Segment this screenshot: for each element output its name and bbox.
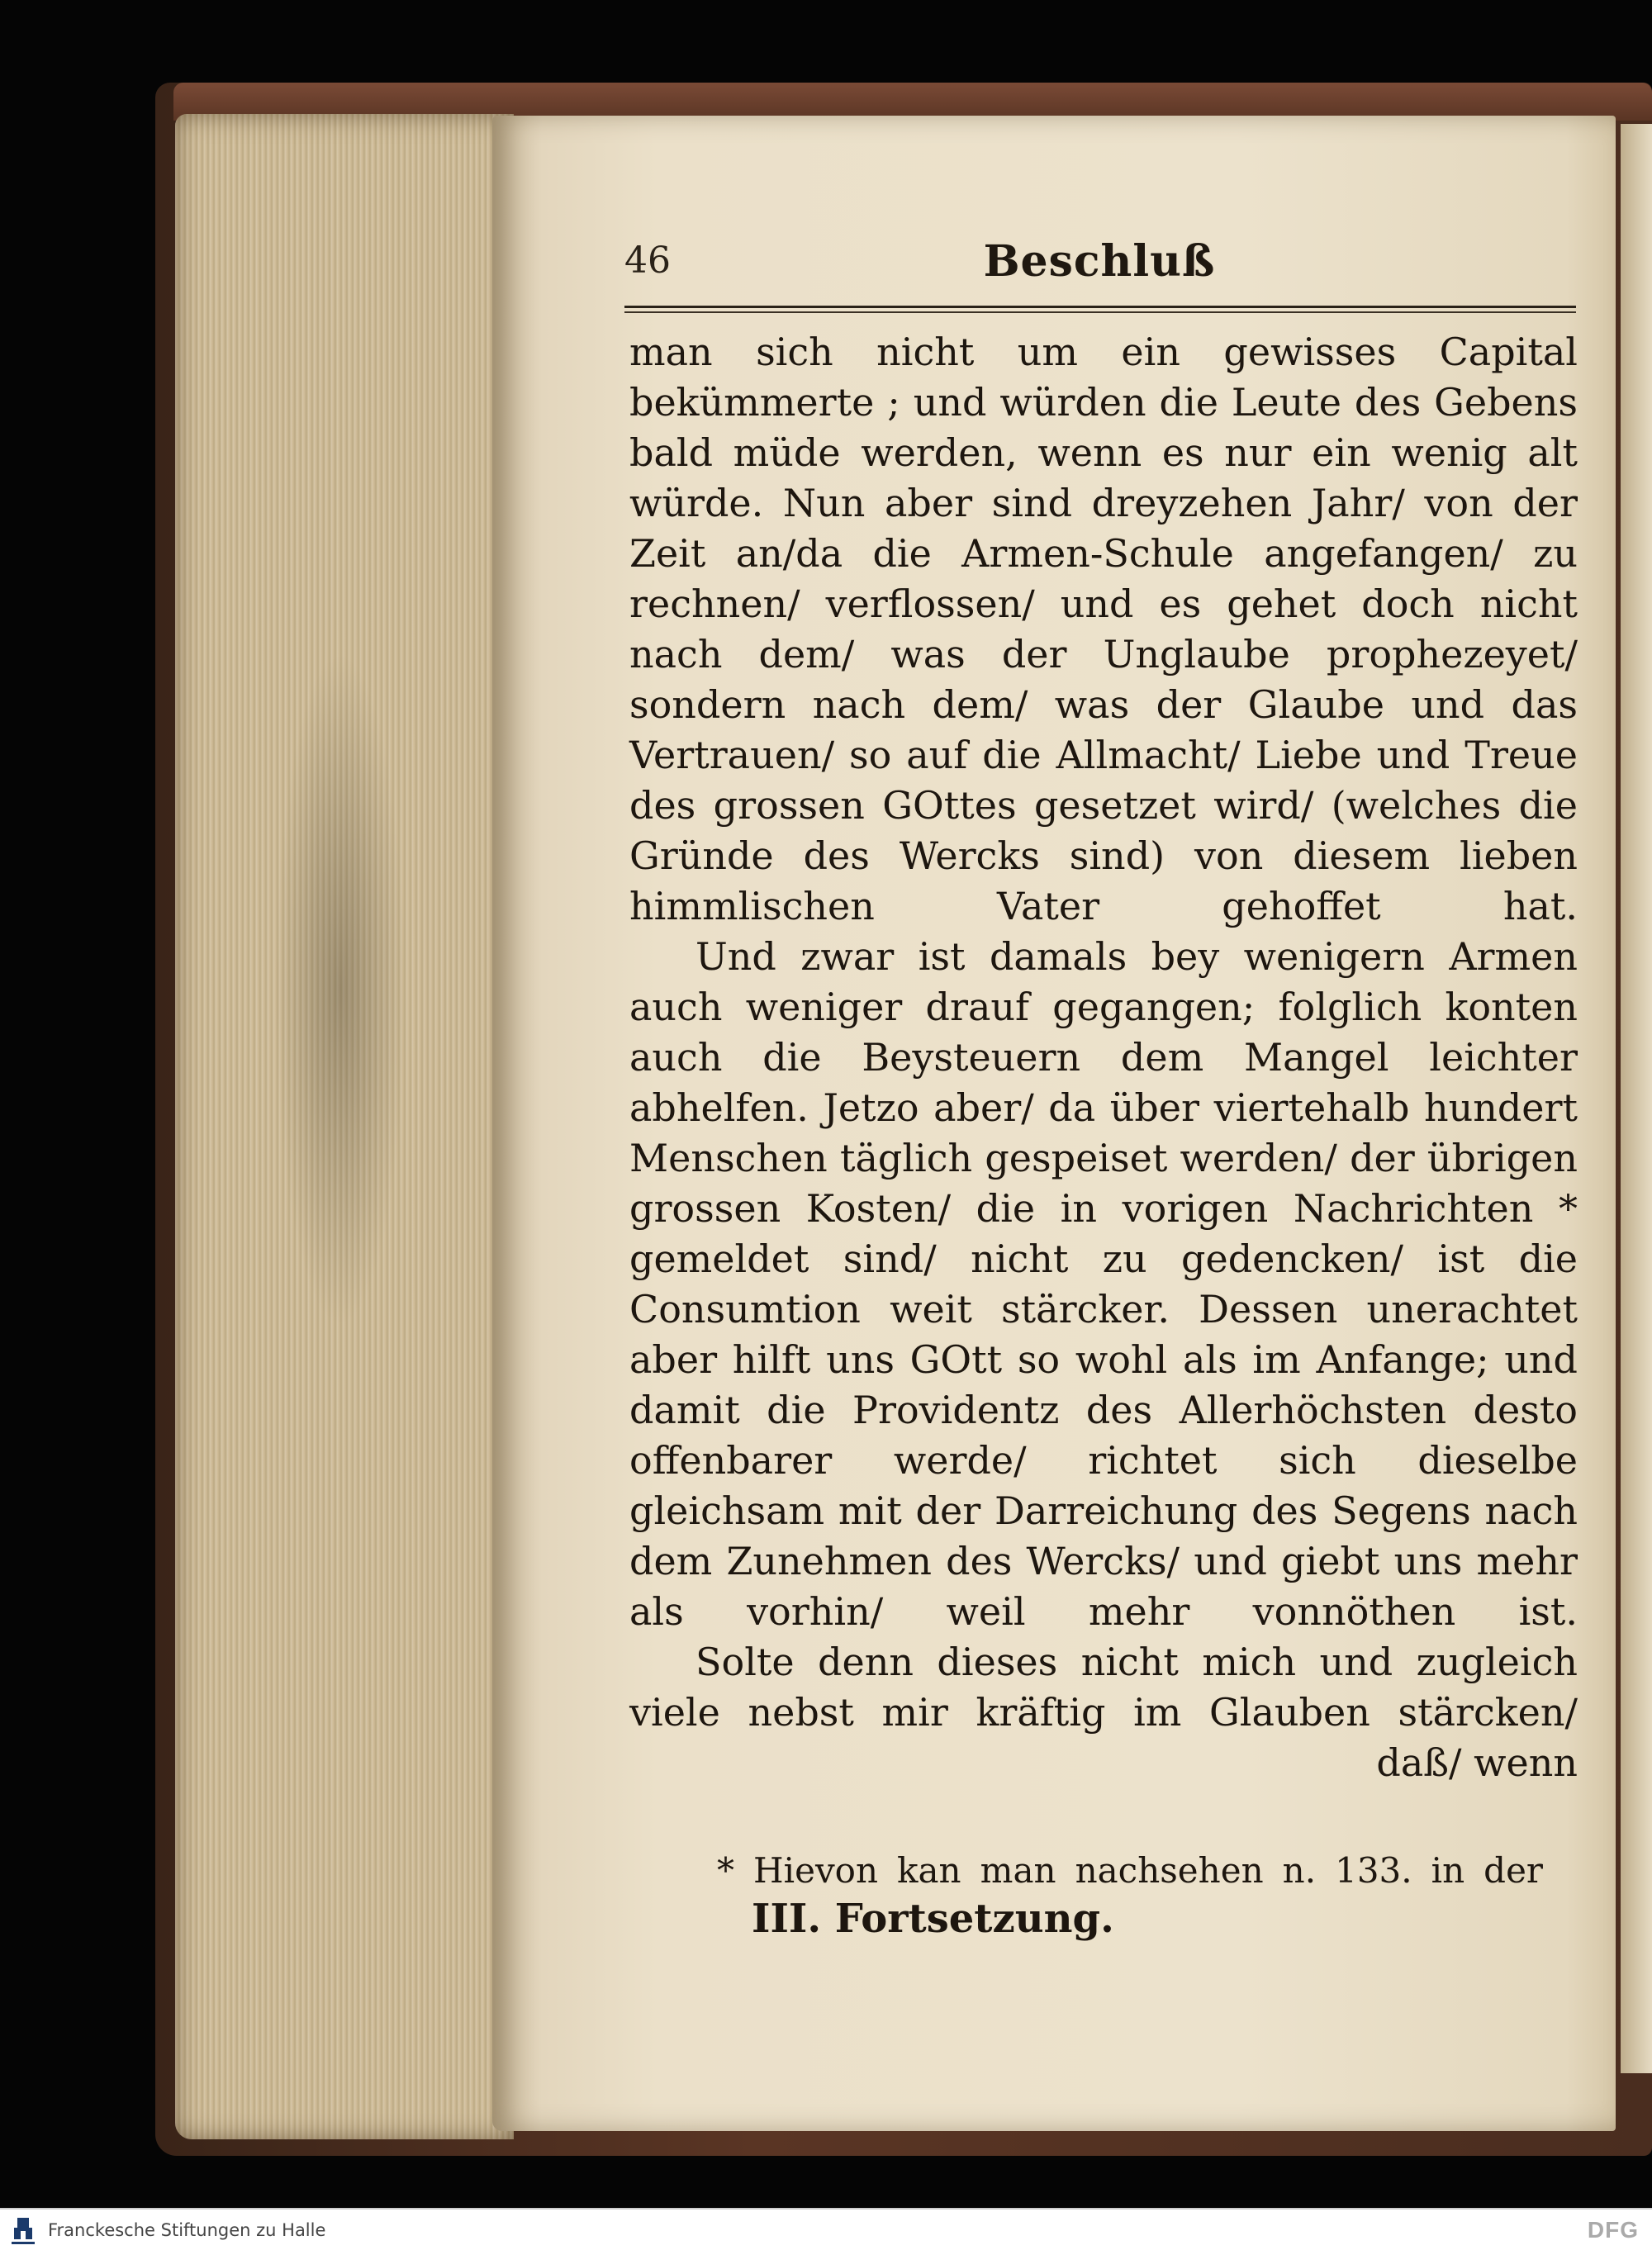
paragraph: man sich nicht um ein gewisses Capital bekümmerte ; und würden die Leute des Gebens bald müde werden, wenn es nur ein wenig alt würde. Nun aber sind dreyzehen Jahr/ von der Zeit an/da die Armen-Schule angefangen/ zu rechnen/ verflossen/ und es gehet doch nicht nach dem/ was der Unglaube prophezeyet/ sondern nach dem/ was der Glaube und das Vertrauen/ so auf die Allmacht/ Liebe und Treue des grossen GOttes gesetzet wird/ (welches die Gründe des Wercks sind) von diesem lieben himmlischen Vater gehoffet hat. — [629, 330, 1578, 928]
page-header — [624, 236, 1574, 297]
institution-name: Franckesche Stiftungen zu Halle — [48, 2220, 326, 2240]
institution-logo-icon — [7, 2214, 40, 2248]
dfg-logo: DFG — [1587, 2217, 1639, 2243]
page-number: 46 — [624, 240, 671, 282]
paragraph: Und zwar ist damals bey wenigern Armen auch weniger drauf gegangen; folglich konten auch die Beysteuern dem Mangel leichter abhelfen. Jetzo aber/ da über viertehalb hundert Menschen täglich gespeiset werden/ der übrigen grossen Kosten/ die in vorigen Nachrichten * gemeldet sind/ nicht zu gedencken/ ist die Consumtion weit stärcker. Dessen unerachtet aber hilft uns GOtt so wohl als im Anfange; und damit die Providentz des Allerhöchsten desto offenbarer werde/ richtet sich dieselbe gleichsam mit der Darreichung des Segens nach dem Zunehmen des Wercks/ und giebt uns mehr als vorhin/ weil mehr vonnöthen ist. — [629, 934, 1578, 1634]
footnote-reference: III. Fortsetzung. — [752, 1896, 1114, 1942]
body-text — [629, 327, 1578, 1788]
header-rule — [624, 304, 1576, 316]
viewer-footer — [0, 2208, 1652, 2250]
footnote — [717, 1847, 1543, 1943]
paragraph: Solte denn dieses nicht mich und zugleich viele nebst mir kräftig im Glauben stärcken/ daß/ wenn — [629, 1640, 1578, 1785]
running-head: Beschluß — [983, 236, 1216, 287]
footnote-text: * Hievon kan man nachsehen n. 133. in der — [717, 1850, 1543, 1891]
facing-page-edge — [1621, 124, 1652, 2073]
page-edges — [175, 114, 514, 2139]
